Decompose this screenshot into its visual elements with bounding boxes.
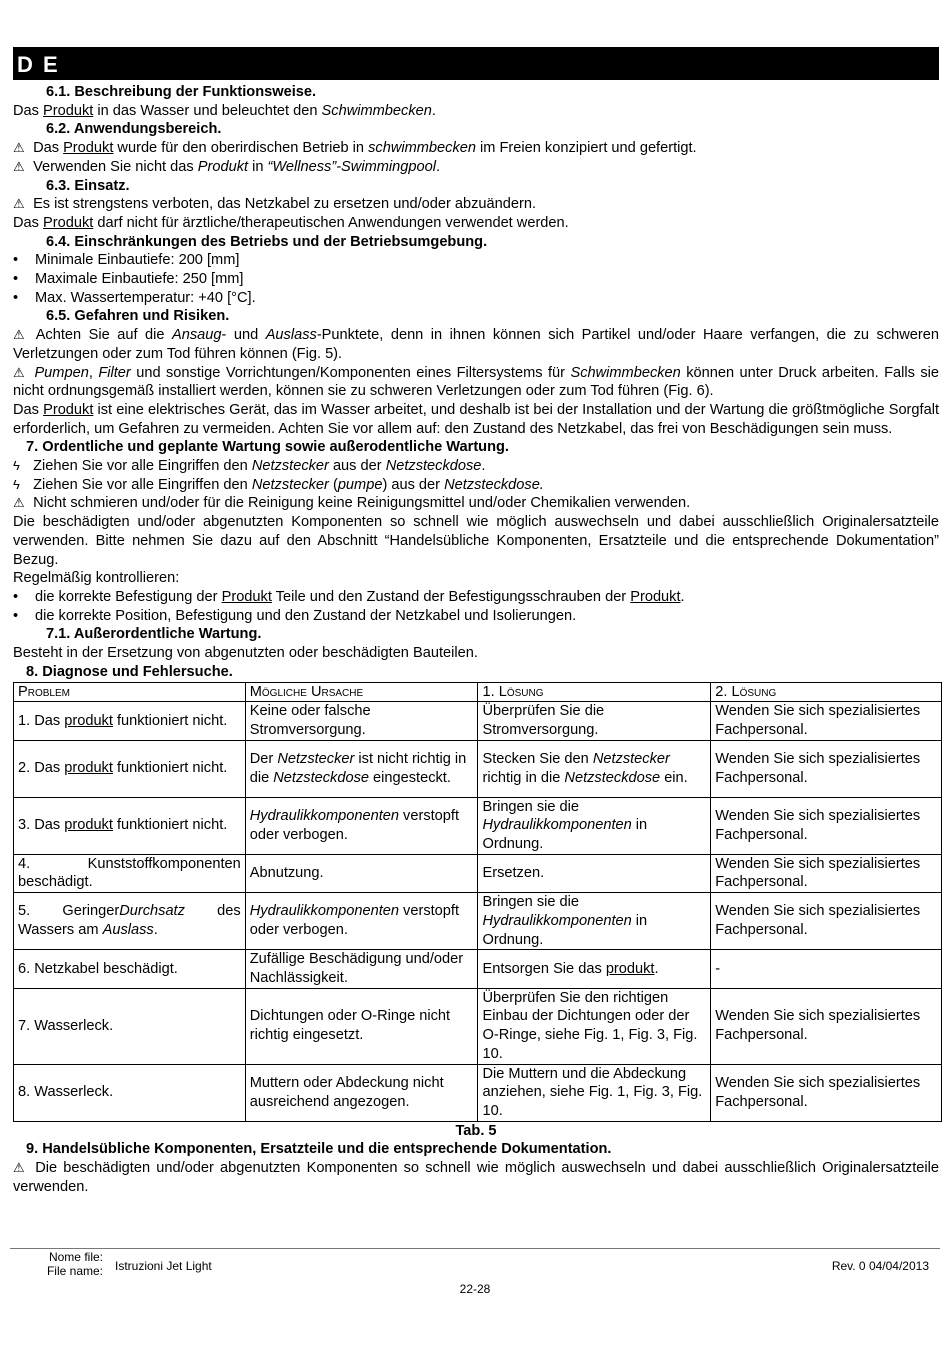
table-row bbox=[14, 740, 942, 797]
electric-warning-line: ϟ Ziehen Sie vor alle Eingriffen den Netzstecker aus der Netzsteckdose. bbox=[13, 458, 486, 475]
paragraph: Regelmäßig kontrollieren: bbox=[13, 570, 180, 587]
problem-cell: 5. GeringerDurchsatz des Wassers am Auslass. bbox=[14, 893, 246, 950]
warning-icon: ⚠ bbox=[13, 1160, 25, 1176]
cause-cell: Muttern oder Abdeckung nicht ausreichend angezogen. bbox=[245, 1064, 478, 1121]
solution1-cell: Überprüfen Sie den richtigen Einbau der Dichtungen oder der O-Ringe, siehe Fig. 1, Fig. 3, Fig. 10. bbox=[478, 988, 711, 1064]
list-item: • Minimale Einbautiefe: 200 [mm] bbox=[13, 251, 939, 270]
electric-hazard-icon: ϟ bbox=[13, 458, 20, 474]
cause-cell: Keine oder falsche Stromversorgung. bbox=[245, 702, 478, 740]
revision: Rev. 0 04/04/2013 bbox=[831, 1259, 929, 1273]
section-7-1-title: 7.1. Außerordentliche Wartung. bbox=[46, 626, 262, 643]
list-item: • Max. Wassertemperatur: +40 [°C]. bbox=[13, 289, 939, 308]
warning-icon: ⚠ bbox=[13, 495, 25, 511]
solution1-cell: Ersetzen. bbox=[478, 854, 711, 892]
column-header: Problem bbox=[14, 682, 246, 702]
warning-line: ⚠ Verwenden Sie nicht das Produkt in “Wellness”-Swimmingpool. bbox=[13, 158, 441, 175]
warning-paragraph: ⚠ Die beschädigten und/oder abgenutzten Komponenten so schnell wie möglich auswechseln und dabei ausschließlich Originalersatzteile verwenden. bbox=[13, 1160, 939, 1195]
warning-line: ⚠ Es ist strengstens verboten, das Netzkabel zu ersetzen und/oder abzuändern. bbox=[13, 196, 537, 213]
solution2-cell: - bbox=[711, 950, 942, 988]
problem-cell: 8. Wasserleck. bbox=[14, 1064, 246, 1121]
warning-line: ⚠ Nicht schmieren und/oder für die Reinigung keine Reinigungsmittel und/oder Chemikalien verwenden. bbox=[13, 495, 691, 512]
solution1-cell: Stecken Sie den Netzstecker richtig in die Netzsteckdose ein. bbox=[478, 740, 711, 797]
solution1-cell: Überprüfen Sie die Stromversorgung. bbox=[478, 702, 711, 740]
cause-cell: Hydraulikkomponenten verstopft oder verbogen. bbox=[245, 797, 478, 854]
section-6-3-title: 6.3. Einsatz. bbox=[46, 177, 130, 194]
solution2-cell: Wenden Sie sich spezialisiertes Fachpersonal. bbox=[711, 740, 942, 797]
electric-warning-line: ϟ Ziehen Sie vor alle Eingriffen den Netzstecker (pumpe) aus der Netzsteckdose. bbox=[13, 476, 544, 493]
section-6-3-text: Das Produkt darf nicht für ärztliche/therapeutischen Anwendungen verwendet werden. bbox=[13, 214, 569, 231]
warning-icon: ⚠ bbox=[13, 196, 25, 212]
section-6-1-title: 6.1. Beschreibung der Funktionsweise. bbox=[46, 84, 317, 100]
electric-hazard-icon: ϟ bbox=[13, 476, 20, 492]
problem-cell: 6. Netzkabel beschädigt. bbox=[14, 950, 246, 988]
table-row bbox=[14, 988, 942, 1064]
cause-cell: Hydraulikkomponenten verstopft oder verbogen. bbox=[245, 893, 478, 950]
section-6-1-text: Das Produkt in das Wasser und beleuchtet den Schwimmbecken. bbox=[13, 102, 436, 119]
cause-cell: Der Netzstecker ist nicht richtig in die Netzsteckdose eingesteckt. bbox=[245, 740, 478, 797]
warning-icon: ⚠ bbox=[13, 327, 25, 343]
paragraph: Das Produkt ist eine elektrisches Gerät, das im Wasser arbeitet, und deshalb ist bei der Installation und der Wartung die größtmögliche Sorgfalt erforderlich, um Gefahren zu vermeiden. Achten Sie vor allem auf: den Zustand des Netzkabel, das frei von Beschädigungen sein muss. bbox=[13, 401, 939, 437]
column-header: Mögliche Ursache bbox=[245, 682, 478, 702]
paragraph: Besteht in der Ersetzung von abgenutzten oder beschädigten Bauteilen. bbox=[13, 645, 478, 662]
section-7-title: 7. Ordentliche und geplante Wartung sowie außerodentliche Wartung. bbox=[26, 439, 509, 456]
language-header: D E bbox=[13, 47, 939, 80]
table-row bbox=[14, 893, 942, 950]
table-row bbox=[14, 854, 942, 892]
file-label-it: Nome file: bbox=[48, 1250, 103, 1264]
section-6-4-title: 6.4. Einschränkungen des Betriebs und der Betriebsumgebung. bbox=[46, 233, 488, 250]
warning-paragraph: ⚠ Achten Sie auf die Ansaug- und Auslass-Punktete, denn in ihnen können sich Partikel und/oder Haare verfangen, die zu schweren Verletzungen oder zum Tod führen können (Fig. 5). bbox=[13, 327, 940, 362]
file-label-en: File name: bbox=[46, 1264, 103, 1278]
cause-cell: Zufällige Beschädigung und/oder Nachlässigkeit. bbox=[245, 950, 478, 988]
footer-divider bbox=[10, 1248, 940, 1249]
warning-icon: ⚠ bbox=[13, 364, 25, 380]
document-page bbox=[13, 47, 939, 1197]
solution1-cell: Bringen sie die Hydraulikkomponenten in Ordnung. bbox=[478, 893, 711, 950]
list-item: • Maximale Einbautiefe: 250 [mm] bbox=[13, 270, 939, 289]
solution2-cell: Wenden Sie sich spezialisiertes Fachpersonal. bbox=[711, 988, 942, 1064]
column-header: 2. Lösung bbox=[711, 682, 942, 702]
troubleshooting-table bbox=[13, 682, 942, 1122]
problem-cell: 7. Wasserleck. bbox=[14, 988, 246, 1064]
problem-cell: 2. Das produkt funktioniert nicht. bbox=[14, 740, 246, 797]
table-header-row bbox=[14, 682, 942, 702]
problem-cell: 1. Das produkt funktioniert nicht. bbox=[14, 702, 246, 740]
section-6-2-title: 6.2. Anwendungsbereich. bbox=[46, 121, 222, 138]
solution1-cell: Die Muttern und die Abdeckung anziehen, siehe Fig. 1, Fig. 3, Fig. 10. bbox=[478, 1064, 711, 1121]
problem-cell: 3. Das produkt funktioniert nicht. bbox=[14, 797, 246, 854]
table-row bbox=[14, 702, 942, 740]
paragraph: Die beschädigten und/oder abgenutzten Komponenten so schnell wie möglich auswechseln und dabei ausschließlich Originalersatzteile verwenden. Bitte nehmen Sie dazu auf den Abschnitt “Handelsübliche Komponenten, Ersatzteile und die entsprechende Dokumentation” Bezug. bbox=[13, 514, 939, 568]
page-number: 22-28 bbox=[459, 1282, 491, 1296]
problem-cell: 4. Kunststoffkomponenten beschädigt. bbox=[14, 854, 246, 892]
solution1-cell: Entsorgen Sie das produkt. bbox=[478, 950, 711, 988]
cause-cell: Dichtungen oder O-Ringe nicht richtig eingesetzt. bbox=[245, 988, 478, 1064]
warning-icon: ⚠ bbox=[13, 140, 25, 156]
solution2-cell: Wenden Sie sich spezialisiertes Fachpersonal. bbox=[711, 702, 942, 740]
cause-cell: Abnutzung. bbox=[245, 854, 478, 892]
table-row bbox=[14, 797, 942, 854]
file-name: Istruzioni Jet Light bbox=[115, 1259, 212, 1273]
warning-paragraph: ⚠ Pumpen, Filter und sonstige Vorrichtungen/Komponenten eines Filtersystems für Schwimmbecken können unter Druck arbeiten. Falls sie nicht ordnungsgemäß installiert werden, können sie zu schweren Verletzungen oder zum Tod führen (Fig. 6). bbox=[13, 364, 939, 400]
table-caption: Tab. 5 bbox=[455, 1122, 497, 1139]
solution2-cell: Wenden Sie sich spezialisiertes Fachpersonal. bbox=[711, 1064, 942, 1121]
column-header: 1. Lösung bbox=[478, 682, 711, 702]
section-6-5-title: 6.5. Gefahren und Risiken. bbox=[46, 308, 230, 325]
footer-labels bbox=[30, 1250, 103, 1278]
solution2-cell: Wenden Sie sich spezialisiertes Fachpersonal. bbox=[711, 797, 942, 854]
warning-icon: ⚠ bbox=[13, 158, 25, 174]
table-row bbox=[14, 1064, 942, 1121]
list-item: • die korrekte Befestigung der Produkt Teile und den Zustand der Befestigungsschrauben der Produkt. bbox=[13, 588, 939, 607]
section-8-title: 8. Diagnose und Fehlersuche. bbox=[26, 663, 233, 680]
table-row bbox=[14, 950, 942, 988]
list-item: • die korrekte Position, Befestigung und den Zustand der Netzkabel und Isolierungen. bbox=[13, 607, 939, 626]
solution1-cell: Bringen sie die Hydraulikkomponenten in Ordnung. bbox=[478, 797, 711, 854]
warning-line: ⚠ Das Produkt wurde für den oberirdischen Betrieb in schwimmbecken im Freien konzipiert und gefertigt. bbox=[13, 140, 697, 157]
section-9-title: 9. Handelsübliche Komponenten, Ersatzteile und die entsprechende Dokumentation. bbox=[26, 1141, 612, 1158]
solution2-cell: Wenden Sie sich spezialisiertes Fachpersonal. bbox=[711, 854, 942, 892]
solution2-cell: Wenden Sie sich spezialisiertes Fachpersonal. bbox=[711, 893, 942, 950]
